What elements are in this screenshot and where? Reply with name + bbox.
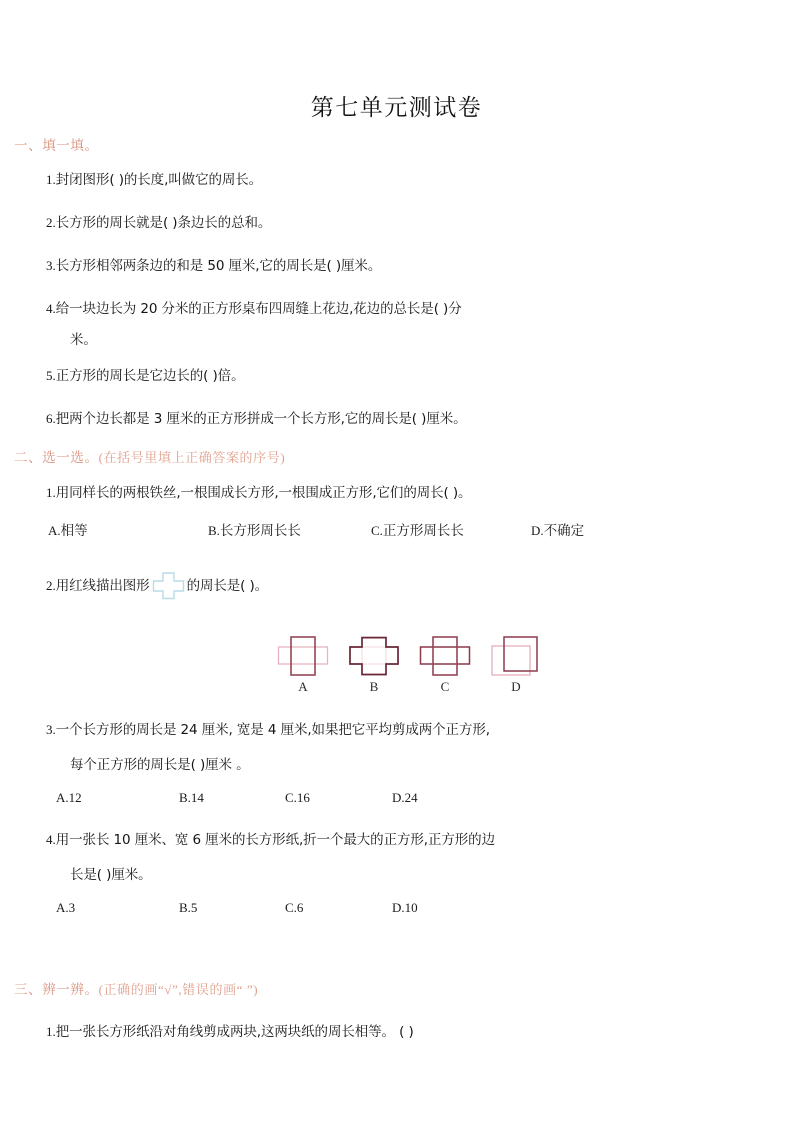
question-number: 4. (46, 832, 56, 848)
question-1-2 (0, 213, 793, 234)
question-2-3-options (0, 788, 793, 808)
question-text: 一个长方形的周长是 24 厘米, 宽是 4 厘米,如果把它平均剪成两个正方形, (55, 721, 490, 738)
question-2-1-options (0, 521, 793, 541)
option-d[interactable] (392, 788, 418, 808)
question-2-4-options (0, 898, 793, 918)
question-1-4-continuation (0, 330, 793, 351)
section-2-label: 二、选一选。 (14, 450, 99, 466)
section-header-fill-in-blank (0, 136, 793, 156)
option-a[interactable] (56, 788, 179, 808)
option-c[interactable] (371, 521, 531, 541)
option-c-text: 正方形周长长 (382, 523, 464, 540)
option-d-label: D. (392, 789, 405, 805)
option-c-label: C. (285, 789, 297, 805)
question-text-before: 用红线描出图形 (55, 577, 150, 594)
question-number: 1. (46, 1024, 56, 1040)
question-1-1 (0, 170, 793, 191)
question-2-4 (0, 830, 793, 851)
section-header-multiple-choice (0, 448, 793, 468)
figure-a-label: A (298, 678, 308, 694)
question-number: 3. (46, 721, 56, 737)
option-c-label: C. (285, 899, 297, 915)
option-d-text: 不确定 (543, 523, 585, 540)
option-b-label: B. (208, 523, 220, 539)
figure-d-label: D (511, 678, 521, 694)
question-text: 用同样长的两根铁丝,一根围成长方形,一根围成正方形,它们的周长( )。 (55, 484, 472, 501)
option-a-text: 12 (68, 789, 82, 805)
question-2-2-figure-options (0, 633, 793, 694)
option-b-text: 14 (190, 789, 204, 805)
question-number: 4. (46, 300, 56, 316)
option-d-label: D. (531, 523, 544, 539)
question-text-after: 的周长是( )。 (186, 577, 269, 594)
question-number: 2. (46, 214, 56, 230)
option-a-text: 相等 (60, 523, 88, 540)
option-c-text: 6 (296, 899, 304, 915)
option-d-text: 10 (404, 899, 418, 915)
section-1-label: 一、填一填。 (14, 137, 99, 153)
option-a-text: 3 (68, 899, 76, 915)
question-text: 用一张长 10 厘米、宽 6 厘米的长方形纸,折一个最大的正方形,正方形的边 (55, 832, 495, 849)
option-d[interactable] (531, 521, 584, 541)
option-a[interactable] (48, 521, 208, 541)
page-title: 第七单元测试卷 (310, 95, 483, 120)
option-a-label: A. (48, 523, 61, 539)
option-b[interactable] (179, 788, 285, 808)
question-1-4 (0, 299, 793, 320)
question-number: 5. (46, 368, 56, 384)
section-2-hint: (在括号里填上正确答案的序号) (98, 450, 286, 466)
question-text: 长方形相邻两条边的和是 50 厘米,它的周长是( )厘米。 (55, 257, 382, 274)
option-a-label: A. (56, 899, 69, 915)
question-text: 长方形的周长就是( )条边长的总和。 (55, 214, 272, 231)
option-c[interactable] (285, 788, 392, 808)
figure-c-label: C (440, 678, 450, 694)
question-2-2 (0, 572, 793, 607)
question-text: 把两个边长都是 3 厘米的正方形拼成一个长方形,它的周长是( )厘米。 (55, 411, 467, 428)
question-number: 1. (46, 171, 56, 187)
option-c[interactable] (285, 898, 392, 918)
figure-option-a[interactable] (272, 633, 334, 694)
section-header-true-false (0, 980, 793, 1000)
question-text: 封闭图形( )的长度,叫做它的周长。 (55, 171, 263, 188)
question-3-1 (0, 1022, 793, 1043)
question-text: 正方形的周长是它边长的( )倍。 (55, 368, 245, 385)
figure-b-label: B (369, 678, 379, 694)
option-b[interactable] (208, 521, 371, 541)
question-number: 2. (46, 577, 56, 593)
question-number: 3. (46, 257, 56, 273)
question-2-3-continuation (0, 755, 793, 776)
question-2-4-continuation (0, 865, 793, 886)
question-text: 给一块边长为 20 分米的正方形桌布四周缝上花边,花边的总长是( )分 (55, 300, 462, 317)
question-2-1 (0, 483, 793, 504)
option-d-label: D. (392, 899, 405, 915)
question-number: 1. (46, 484, 56, 500)
option-c-label: C. (371, 523, 383, 539)
question-1-6 (0, 409, 793, 430)
question-text-continuation: 长是( )厘米。 (70, 866, 152, 883)
question-number: 6. (46, 411, 56, 427)
question-2-3 (0, 720, 793, 741)
option-b-text: 5 (190, 899, 198, 915)
option-d-text: 24 (404, 789, 418, 805)
question-text: 把一张长方形纸沿对角线剪成两块,这两块纸的周长相等。 ( ) (55, 1024, 414, 1041)
figure-option-d[interactable] (485, 633, 547, 694)
figure-option-b[interactable] (343, 633, 405, 694)
option-b-label: B. (179, 789, 191, 805)
section-3-hint: (正确的画“√”,错误的画“ ”) (98, 982, 259, 998)
option-d[interactable] (392, 898, 418, 918)
option-b-text: 长方形周长长 (219, 523, 301, 540)
cross-shape-icon (152, 572, 185, 607)
question-text-continuation: 每个正方形的周长是( )厘米 。 (70, 756, 250, 773)
option-b-label: B. (179, 899, 191, 915)
question-1-3 (0, 256, 793, 277)
option-a[interactable] (56, 898, 179, 918)
figure-option-c[interactable] (414, 633, 476, 694)
question-1-5 (0, 366, 793, 387)
option-b[interactable] (179, 898, 285, 918)
question-text-continuation: 米。 (70, 331, 97, 348)
option-c-text: 16 (296, 789, 310, 805)
section-3-label: 三、辨一辨。 (14, 982, 99, 998)
option-a-label: A. (56, 789, 69, 805)
